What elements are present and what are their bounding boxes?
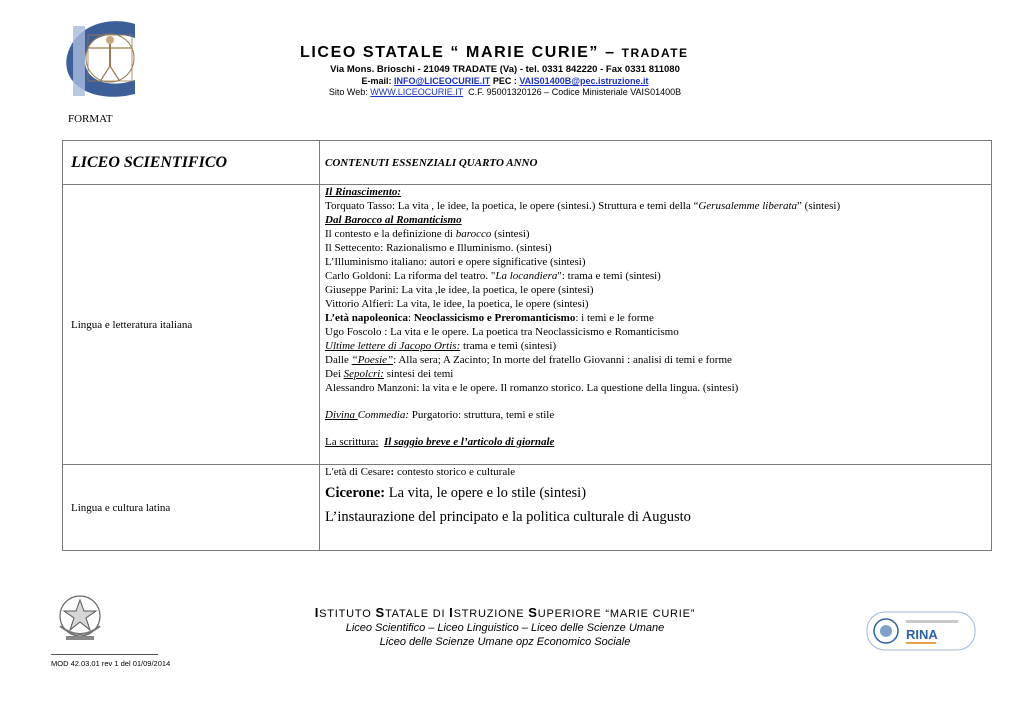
section-rinascimento: Il Rinascimento: — [325, 186, 402, 198]
content-line — [325, 339, 985, 353]
subject-latin: Lingua e cultura latina — [63, 465, 320, 551]
cicerone-text: La vita, le opere e lo stile (sintesi) — [385, 485, 587, 501]
content-line — [325, 484, 985, 503]
signature-line — [51, 654, 158, 655]
website-link[interactable]: WWW.LICEOCURIE.IT — [370, 87, 464, 97]
school-title — [300, 44, 689, 62]
poesie-text: Dalle — [325, 354, 352, 366]
cicerone-heading: Cicerone: — [325, 485, 386, 501]
latin-contents — [320, 465, 992, 551]
content-line: Ugo Foscolo : La vita e le opere. La poetica tra Neoclassicismo e Romanticismo — [325, 326, 679, 338]
content-line: Giuseppe Parini: La vita ,le idee, la poetica, le opere (sintesi) — [325, 284, 594, 296]
institute-name — [300, 605, 710, 620]
content-line — [325, 227, 985, 241]
name-part: UPERIORE “MARIE CURIE” — [537, 608, 696, 620]
goldoni-text-end: ": trama e temi (sintesi) — [557, 270, 661, 282]
footer-courses-line: Liceo delle Scienze Umane opz Economico Sociale — [379, 636, 631, 648]
sepolcri-work: Sepolcri: — [343, 368, 384, 380]
italian-republic-emblem-icon — [52, 592, 108, 644]
contesto-text-end: (sintesi) — [491, 228, 530, 240]
contesto-work: barocco — [455, 228, 492, 240]
cesare-text: contesto storico e culturale — [396, 466, 516, 478]
content-line: Il Settecento: Razionalismo e Illuminismo. (sintesi) — [325, 242, 552, 254]
pec-label: PEC : — [492, 76, 517, 86]
napoleonica-heading: L’età napoleonica — [325, 312, 409, 324]
napoleonica-movements: Neoclassicismo e Preromanticismo — [413, 312, 576, 324]
contesto-text: Il contesto e la definizione di — [325, 228, 456, 240]
content-line — [325, 435, 985, 449]
content-line — [325, 408, 985, 422]
content-line: Alessandro Manzoni: la vita e le opere. Il romanzo storico. La questione della lingua. (sintesi) — [325, 382, 739, 394]
document-code: MOD 42.03.01 rev 1 del 01/09/2014 — [51, 659, 171, 668]
format-label: FORMAT — [68, 113, 113, 125]
school-codes: C.F. 95001320126 – Codice Ministeriale VAIS01400B — [468, 87, 682, 97]
subject-italian: Lingua e letteratura italiana — [63, 185, 320, 465]
cap-letter: S — [528, 605, 538, 620]
email-label: E-mail: — [361, 76, 392, 86]
goldoni-work: La locandiera — [495, 270, 558, 282]
table-row — [63, 465, 992, 551]
divina-work: Divina — [325, 409, 358, 421]
content-line — [325, 367, 985, 381]
table-row — [63, 185, 992, 465]
scrittura-text: Il saggio breve e l’articolo di giornale — [383, 436, 555, 448]
cert-name: RINA — [906, 627, 938, 642]
tasso-text: Torquato Tasso: La vita , le idee, la poetica, le opere (sintesi.) Struttura e temi della “ — [325, 200, 699, 212]
table-header-row — [63, 141, 992, 185]
school-city: TRADATE — [621, 46, 689, 60]
cap-letter: S — [375, 605, 385, 620]
ortis-work: Ultime lettere di Jacopo Ortis: — [325, 340, 461, 352]
school-name: LICEO STATALE “ MARIE CURIE” – — [300, 44, 616, 61]
content-line — [325, 199, 985, 213]
goldoni-text: Carlo Goldoni: La riforma del teatro. " — [325, 270, 496, 282]
content-line — [325, 353, 985, 367]
napoleonica-sep: : — [408, 312, 414, 324]
footer-courses-line: Liceo Scientifico – Liceo Linguistico – Liceo delle Scienze Umane — [345, 622, 665, 634]
cap-letter: I — [314, 605, 320, 620]
tasso-work: Gerusalemme liberata — [698, 200, 798, 212]
content-line — [325, 269, 985, 283]
divina-work-end: Commedia: — [357, 409, 410, 421]
napoleonica-text: : i temi e le forme — [575, 312, 654, 324]
ortis-text: trama e temi (sintesi) — [460, 340, 557, 352]
site-label: Sito Web: — [328, 87, 368, 97]
cesare-sep: : — [390, 466, 397, 478]
sepolcri-text: Dei — [325, 368, 344, 380]
name-part: STITUTO — [319, 608, 376, 620]
poesie-text-end: : Alla sera; A Zacinto; In morte del fratello Giovanni : analisi di temi e forme — [393, 354, 732, 366]
content-line: L’Illuminismo italiano: autori e opere significative (sintesi) — [325, 256, 586, 268]
cap-letter: I — [449, 605, 454, 620]
italian-contents — [320, 185, 992, 465]
content-line: Vittorio Alfieri: La vita, le idee, la poetica, le opere (sintesi) — [325, 298, 589, 310]
website-line — [300, 87, 710, 97]
contact-line — [300, 76, 710, 86]
section-barocco: Dal Barocco al Romanticismo — [325, 214, 462, 226]
name-part: TATALE DI — [384, 608, 450, 620]
pec-link[interactable]: VAIS01400B@pec.istruzione.it — [519, 76, 649, 86]
tasso-text-end: ” (sintesi) — [797, 200, 841, 212]
content-line — [325, 311, 985, 325]
course-title: LICEO SCIENTIFICO — [63, 141, 320, 185]
content-line: L’instaurazione del principato e la politica culturale di Augusto — [325, 509, 691, 525]
name-part: STRUZIONE — [453, 608, 529, 620]
cesare-heading: L'età di Cesare — [325, 466, 391, 478]
email-link[interactable]: INFO@LICEOCURIE.IT — [394, 76, 491, 86]
divina-text: Purgatorio: struttura, temi e stile — [409, 409, 555, 421]
rina-certification-icon — [866, 611, 976, 651]
vitruvian-man-logo-icon — [55, 16, 145, 102]
spacer — [325, 395, 985, 408]
sepolcri-text-end: sintesi dei temi — [383, 368, 454, 380]
poesie-work: “Poesie” — [351, 354, 394, 366]
content-line — [325, 466, 985, 478]
school-address: Via Mons. Brioschi - 21049 TRADATE (Va) - tel. 0331 842220 - Fax 0331 811080 — [330, 64, 680, 75]
scrittura-label: La scrittura: — [325, 436, 379, 448]
contents-table — [62, 140, 992, 551]
spacer — [325, 422, 985, 435]
contents-title: CONTENUTI ESSENZIALI QUARTO ANNO — [320, 141, 992, 185]
